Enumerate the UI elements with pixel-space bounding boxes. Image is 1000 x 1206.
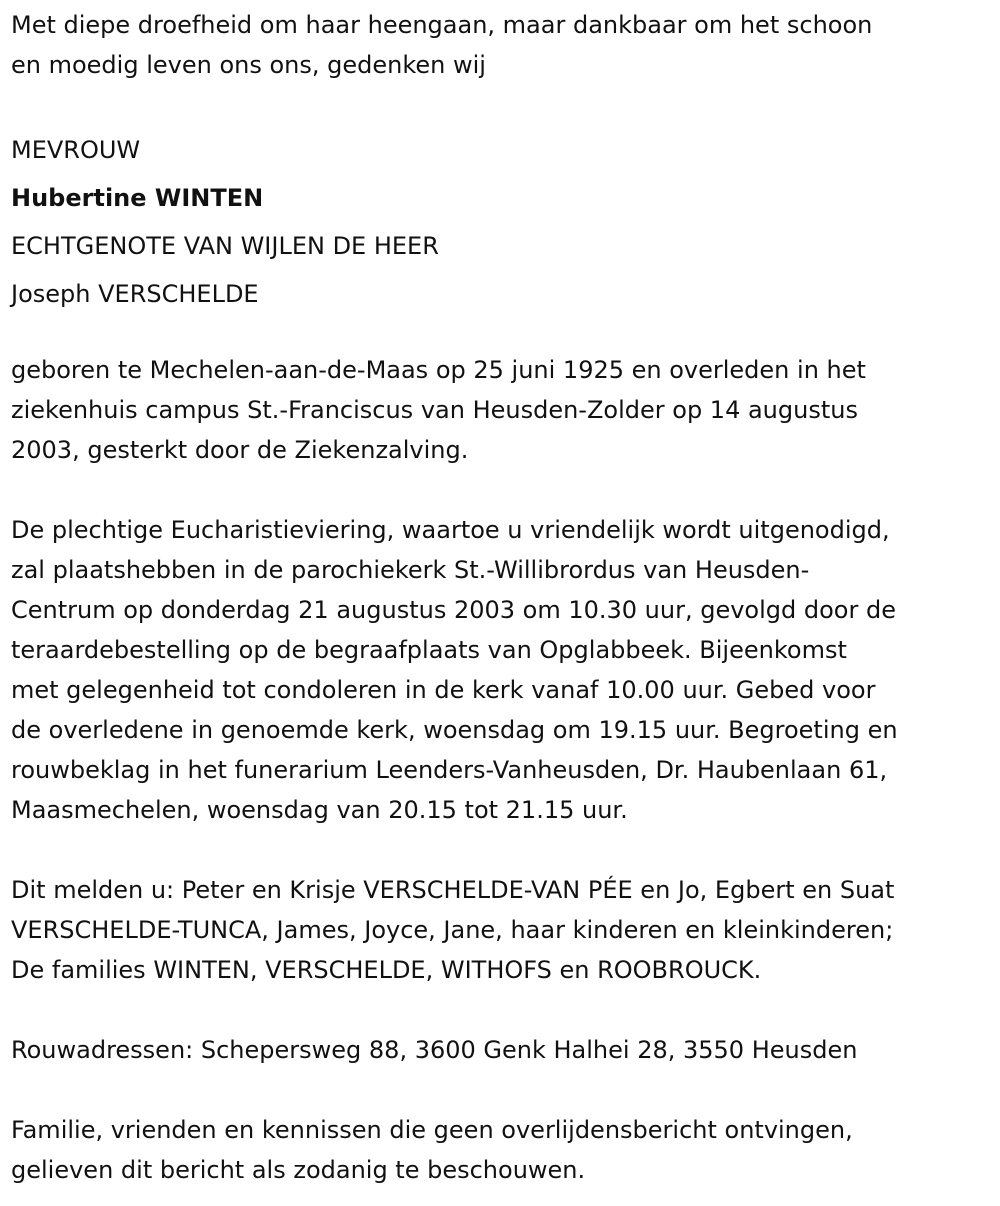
ceremony-line: met gelegenheid tot condoleren in de kerk vanaf 10.00 uur. Gebed voor (11, 676, 876, 704)
announcement-paragraph (11, 870, 894, 990)
ceremony-line: Centrum op donderdag 21 augustus 2003 om 10.30 uur, gevolgd door de (11, 596, 896, 624)
closing-paragraph (11, 1110, 853, 1190)
ceremony-line: zal plaatshebben in de parochiekerk St.-Willibrordus van Heusden- (11, 556, 810, 584)
ceremony-line: Maasmechelen, woensdag van 20.15 tot 21.15 uur. (11, 796, 628, 824)
closing-line: Familie, vrienden en kennissen die geen overlijdensbericht ontvingen, (11, 1116, 853, 1144)
intro-line: Met diepe droefheid om haar heengaan, maar dankbaar om het schoon (11, 11, 873, 39)
intro-line: en moedig leven ons ons, gedenken wij (11, 51, 486, 79)
birth-death-paragraph (11, 350, 866, 470)
announce-line: De families WINTEN, VERSCHELDE, WITHOFS en ROOBROUCK. (11, 956, 762, 984)
announce-line: Dit melden u: Peter en Krisje VERSCHELDE-VAN PÉE en Jo, Egbert en Suat (11, 876, 895, 904)
deceased-relation: ECHTGENOTE VAN WIJLEN DE HEER (11, 232, 439, 260)
spouse-name: Joseph VERSCHELDE (11, 280, 259, 308)
announce-line: VERSCHELDE-TUNCA, James, Joyce, Jane, haar kinderen en kleinkinderen; (11, 916, 894, 944)
deceased-block (11, 126, 439, 318)
birth-line: ziekenhuis campus St.-Franciscus van Heusden-Zolder op 14 augustus (11, 396, 858, 424)
addresses-line: Rouwadressen: Schepersweg 88, 3600 Genk Halhei 28, 3550 Heusden (11, 1036, 858, 1064)
ceremony-line: rouwbeklag in het funerarium Leenders-Vanheusden, Dr. Haubenlaan 61, (11, 756, 888, 784)
intro-paragraph (11, 5, 872, 85)
birth-line: 2003, gesterkt door de Ziekenzalving. (11, 436, 469, 464)
ceremony-paragraph (11, 510, 898, 830)
closing-line: gelieven dit bericht als zodanig te beschouwen. (11, 1156, 586, 1184)
ceremony-line: De plechtige Eucharistieviering, waartoe u vriendelijk wordt uitgenodigd, (11, 516, 890, 544)
deceased-title: MEVROUW (11, 136, 141, 164)
birth-line: geboren te Mechelen-aan-de-Maas op 25 juni 1925 en overleden in het (11, 356, 866, 384)
ceremony-line: de overledene in genoemde kerk, woensdag om 19.15 uur. Begroeting en (11, 716, 898, 744)
ceremony-line: teraardebestelling op de begraafplaats van Opglabbeek. Bijeenkomst (11, 636, 847, 664)
deceased-name: Hubertine WINTEN (11, 184, 264, 212)
addresses-paragraph (11, 1030, 857, 1070)
